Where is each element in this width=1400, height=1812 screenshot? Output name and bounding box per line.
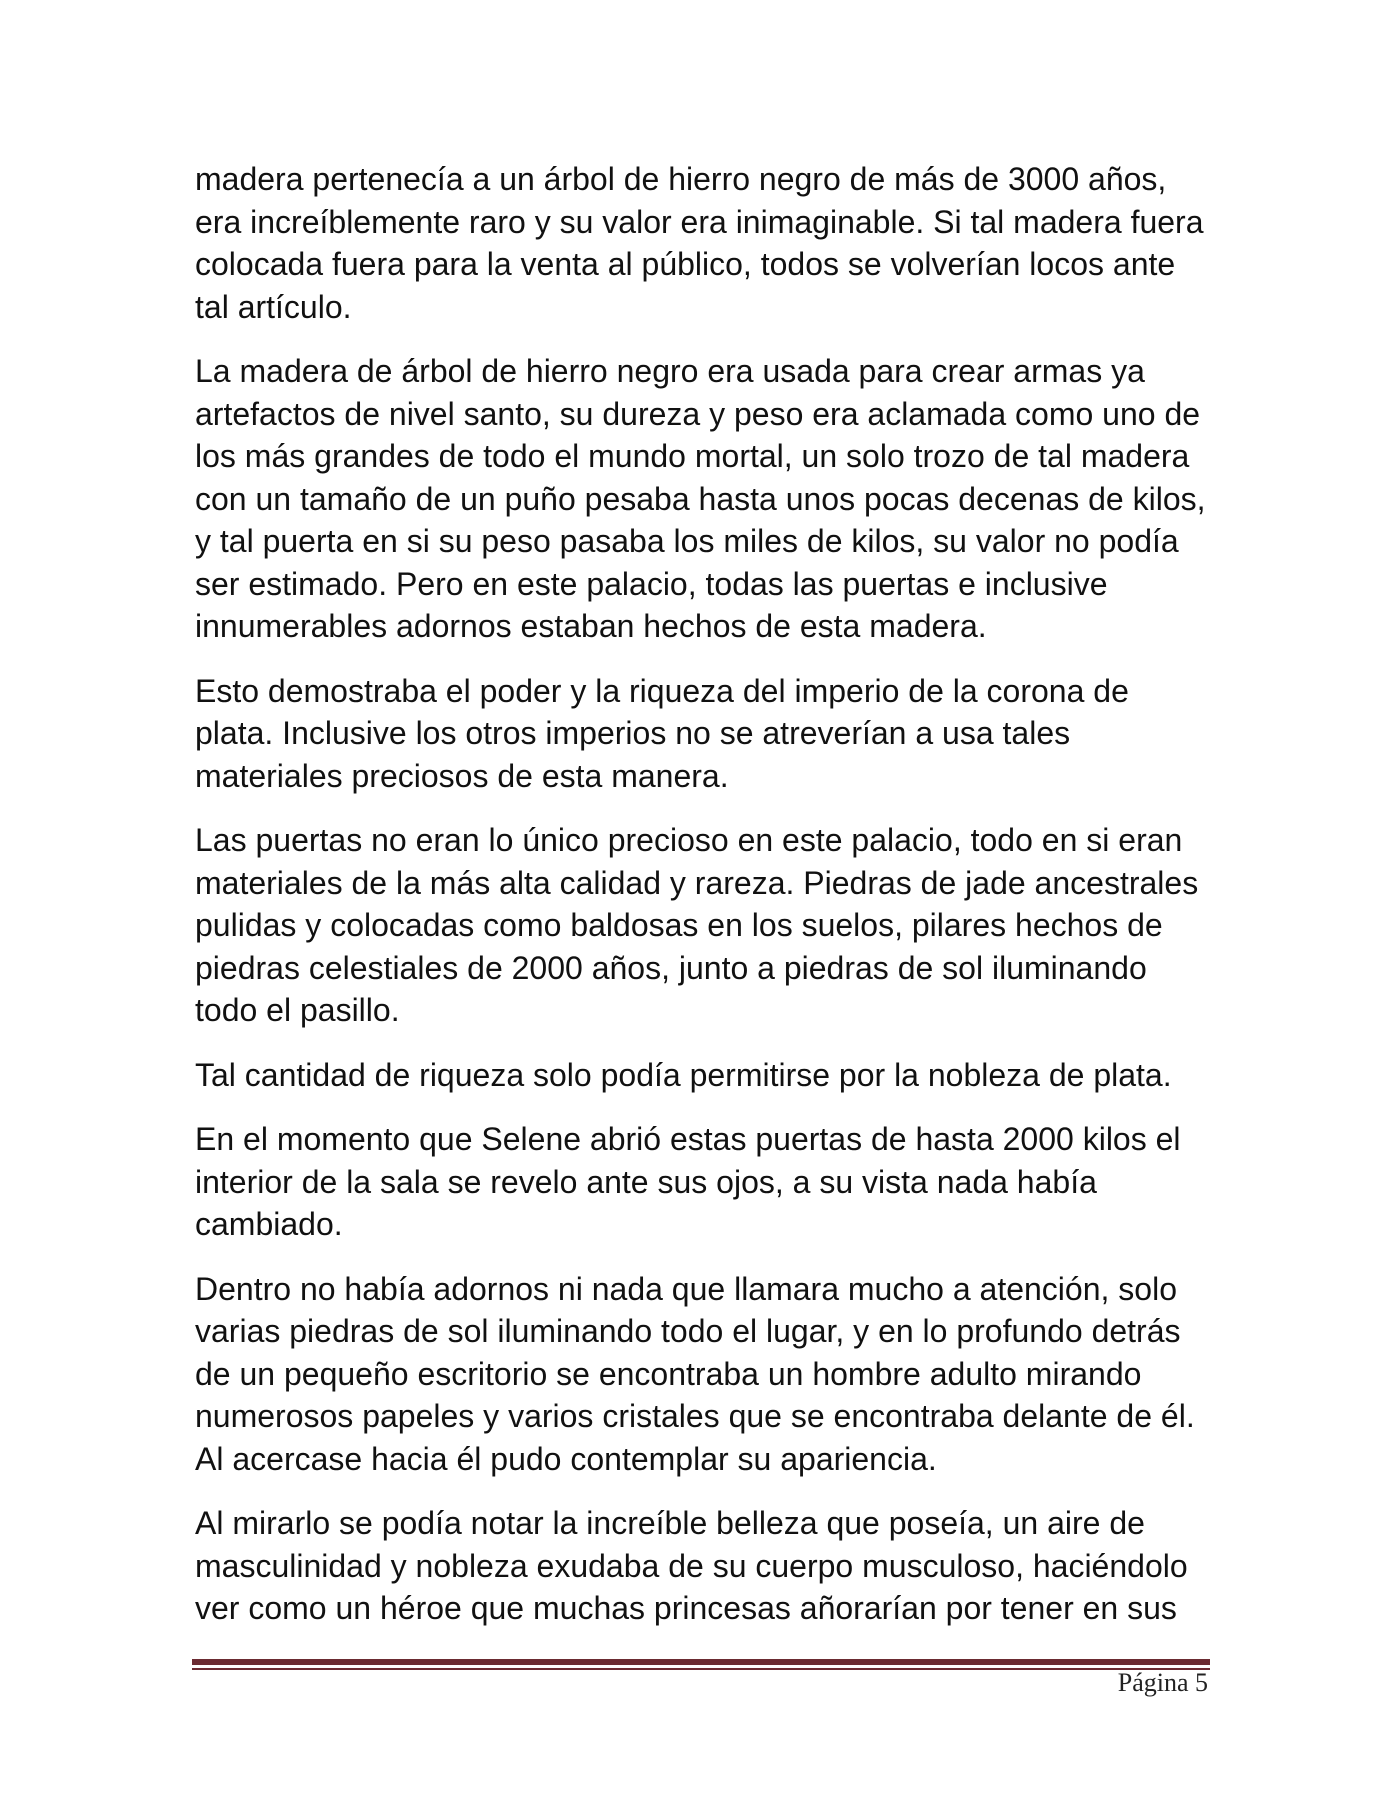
body-text bbox=[195, 158, 1230, 1652]
text-line: Al acercase hacia él pudo contemplar su apariencia. bbox=[195, 1440, 937, 1477]
text-line: Dentro no había adornos ni nada que llamara mucho a atención, solo bbox=[195, 1270, 1177, 1307]
text-line: plata. Inclusive los otros imperios no se atreverían a usa tales bbox=[195, 715, 1071, 751]
text-line: era increíblemente raro y su valor era inimaginable. Si tal madera fuera bbox=[195, 203, 1204, 240]
paragraph bbox=[195, 1268, 1230, 1481]
paragraph bbox=[195, 670, 1230, 798]
text-line: varias piedras de sol iluminando todo el lugar, y en lo profundo detrás bbox=[195, 1313, 1181, 1349]
text-line: tal artículo. bbox=[195, 288, 352, 325]
text-line: cambiado. bbox=[195, 1206, 343, 1242]
text-line: En el momento que Selene abrió estas puertas de hasta 2000 kilos el bbox=[195, 1121, 1181, 1157]
text-line: materiales preciosos de esta manera. bbox=[195, 757, 729, 794]
text-line: madera pertenecía a un árbol de hierro negro de más de 3000 años, bbox=[195, 161, 1167, 197]
paragraph bbox=[195, 350, 1230, 648]
text-line: todo el pasillo. bbox=[195, 992, 400, 1028]
page-number: Página 5 bbox=[1117, 1668, 1208, 1697]
paragraph bbox=[195, 158, 1230, 328]
text-line: ser estimado. Pero en este palacio, todas las puertas e inclusive bbox=[195, 565, 1108, 602]
paragraph bbox=[195, 1054, 1230, 1097]
text-line: materiales de la más alta calidad y rareza. Piedras de jade ancestrales bbox=[195, 864, 1199, 901]
text-line: de un pequeño escritorio se encontraba un hombre adulto mirando bbox=[195, 1355, 1142, 1392]
text-line: innumerables adornos estaban hechos de esta madera. bbox=[195, 608, 987, 644]
text-line: con un tamaño de un puño pesaba hasta unos pocas decenas de kilos, bbox=[195, 480, 1206, 517]
text-line: Tal cantidad de riqueza solo podía permitirse por la nobleza de plata. bbox=[195, 1056, 1172, 1093]
paragraph bbox=[195, 1502, 1230, 1630]
text-line: interior de la sala se revelo ante sus ojos, a su vista nada había bbox=[195, 1163, 1097, 1200]
text-line: Esto demostraba el poder y la riqueza del imperio de la corona de bbox=[195, 672, 1129, 709]
text-line: los más grandes de todo el mundo mortal, un solo trozo de tal madera bbox=[195, 438, 1190, 474]
text-line: artefactos de nivel santo, su dureza y peso era aclamada como uno de bbox=[195, 395, 1201, 432]
footer-rule bbox=[192, 1659, 1210, 1670]
text-line: colocada fuera para la venta al público, todos se volverían locos ante bbox=[195, 246, 1176, 282]
text-line: ver como un héroe que muchas princesas añorarían por tener en sus bbox=[195, 1590, 1177, 1626]
text-line: numerosos papeles y varios cristales que se encontraba delante de él. bbox=[195, 1398, 1195, 1434]
text-line: masculinidad y nobleza exudaba de su cuerpo musculoso, haciéndolo bbox=[195, 1547, 1188, 1584]
text-line: La madera de árbol de hierro negro era usada para crear armas ya bbox=[195, 353, 1145, 389]
text-line: y tal puerta en si su peso pasaba los miles de kilos, su valor no podía bbox=[195, 523, 1179, 559]
text-line: piedras celestiales de 2000 años, junto a piedras de sol iluminando bbox=[195, 949, 1147, 986]
text-line: Las puertas no eran lo único precioso en este palacio, todo en si eran bbox=[195, 822, 1183, 858]
text-line: pulidas y colocadas como baldosas en los suelos, pilares hechos de bbox=[195, 907, 1163, 943]
footer-rule-thin bbox=[192, 1668, 1210, 1670]
text-line: Al mirarlo se podía notar la increíble belleza que poseía, un aire de bbox=[195, 1505, 1145, 1541]
paragraph bbox=[195, 1118, 1230, 1246]
paragraph bbox=[195, 819, 1230, 1032]
